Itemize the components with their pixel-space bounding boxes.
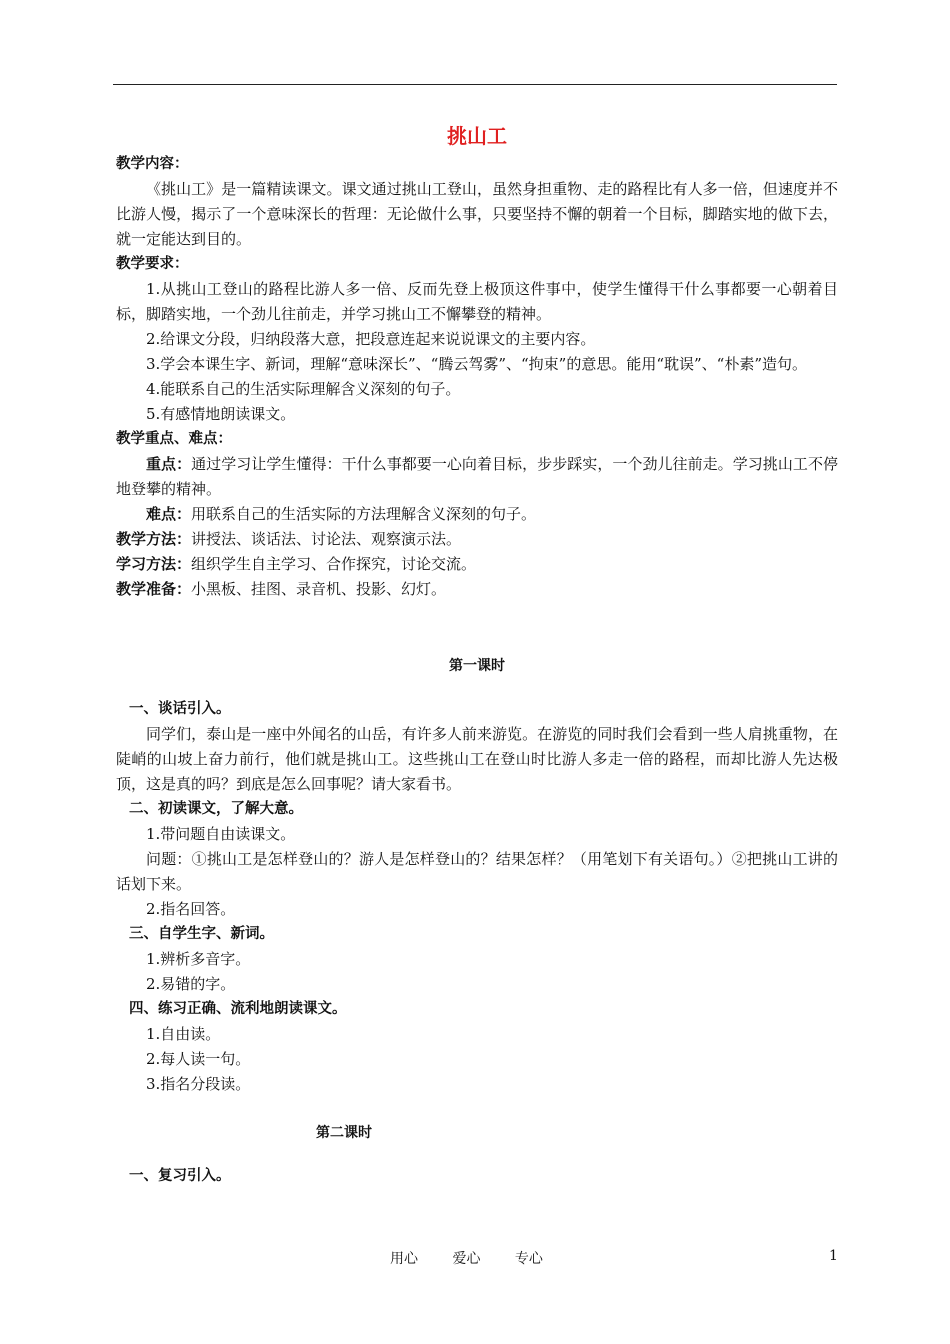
requirement-item: 5.有感情地朗读课文。 — [146, 405, 296, 423]
key-point-text: 通过学习让学生懂得：干什么事都要一心向着目标，步步踩实，一个劲儿往前走。学习挑山工不停地登攀的精神。 — [116, 455, 838, 498]
key-point-paragraph — [116, 452, 838, 502]
preparation-text: 小黑板、挂图、录音机、投影、幻灯。 — [191, 580, 447, 598]
learning-method-text: 组织学生自主学习、合作探究，讨论交流。 — [191, 555, 477, 573]
lesson-1-step-3-heading: 三、自学生字、新词。 — [129, 926, 274, 942]
section-heading-content: 教学内容： — [116, 156, 189, 172]
list-item: 1.自由读。 — [146, 1025, 221, 1043]
header-rule — [113, 84, 837, 85]
section-heading-requirements: 教学要求： — [116, 256, 189, 272]
teaching-method-text: 讲授法、谈话法、讨论法、观察演示法。 — [191, 530, 462, 548]
lesson-1-step-1-text: 同学们，泰山是一座中外闻名的山岳，有许多人前来游览。在游览的同时我们会看到一些人肩挑重物，在陡峭的山坡上奋力前行，他们就是挑山工。这些挑山工在登山时比游人多走一倍的路程，而却比游人先达极顶，这是真的吗？到底是怎么回事呢？请大家看书。 — [116, 725, 838, 793]
list-item: 2.每人读一句。 — [146, 1050, 251, 1068]
preparation-line — [116, 577, 838, 602]
section-heading-key-points: 教学重点、难点： — [116, 431, 232, 447]
lesson-1-step-1-heading: 一、谈话引入。 — [129, 701, 231, 717]
lesson-1-step-2-heading: 二、初读课文，了解大意。 — [129, 801, 303, 817]
content-paragraph: 《挑山工》是一篇精读课文。课文通过挑山工登山，虽然身担重物、走的路程比有人多一倍，但速度并不比游人慢，揭示了一个意味深长的哲理：无论做什么事，只要坚持不懈的朝着一个目标，脚踏实地的做下去，就一定能达到目的。 — [116, 180, 838, 248]
learning-method-label: 学习方法： — [116, 555, 192, 573]
difficulty-label: 难点： — [146, 505, 192, 523]
requirement-item: 1.从挑山工登山的路程比游人多一倍、反而先登上极顶这件事中，使学生懂得干什么事都要一心朝着目标，脚踏实地，一个劲儿往前走，并学习挑山工不懈攀登的精神。 — [116, 280, 838, 323]
lesson-2-step-1-heading: 一、复习引入。 — [129, 1168, 231, 1184]
list-item: 3.指名分段读。 — [146, 1075, 251, 1093]
requirement-item: 2.给课文分段，归纳段落大意，把段意连起来说说课文的主要内容。 — [146, 330, 596, 348]
difficulty-paragraph — [116, 502, 838, 527]
footer-word: 专心 — [514, 1251, 543, 1267]
footer-word: 用心 — [390, 1251, 418, 1267]
requirement-item: 3.学会本课生字、新词，理解“意味深长”、“腾云驾雾”、“拘束”的意思。能用“耽误”、“朴素”造句。 — [146, 355, 808, 373]
footer-motto — [390, 1248, 573, 1268]
teaching-method-label: 教学方法： — [116, 530, 192, 548]
list-item: 1.辨析多音字。 — [146, 950, 251, 968]
lesson-2-title: 第二课时 — [316, 1125, 372, 1141]
document-title: 挑山工 — [447, 124, 507, 148]
lesson-1-title: 第一课时 — [449, 658, 505, 674]
teaching-method-line — [116, 527, 838, 552]
list-item: 1.带问题自由读课文。 — [146, 825, 296, 843]
list-item: 2.易错的字。 — [146, 975, 236, 993]
requirement-item: 4.能联系自己的生活实际理解含义深刻的句子。 — [146, 380, 461, 398]
list-item: 2.指名回答。 — [146, 900, 236, 918]
page-number: 1 — [829, 1248, 838, 1264]
difficulty-text: 用联系自己的生活实际的方法理解含义深刻的句子。 — [191, 505, 537, 523]
learning-method-line — [116, 552, 838, 577]
lesson-1-step-4-heading: 四、练习正确、流利地朗读课文。 — [129, 1001, 347, 1017]
key-point-label: 重点： — [146, 455, 192, 473]
document-body — [116, 122, 838, 1189]
footer-word: 爱心 — [452, 1251, 481, 1267]
question-paragraph: 问题：①挑山工是怎样登山的？游人是怎样登山的？结果怎样？（用笔划下有关语句。）②把挑山工讲的话划下来。 — [116, 850, 838, 893]
preparation-label: 教学准备： — [116, 580, 192, 598]
